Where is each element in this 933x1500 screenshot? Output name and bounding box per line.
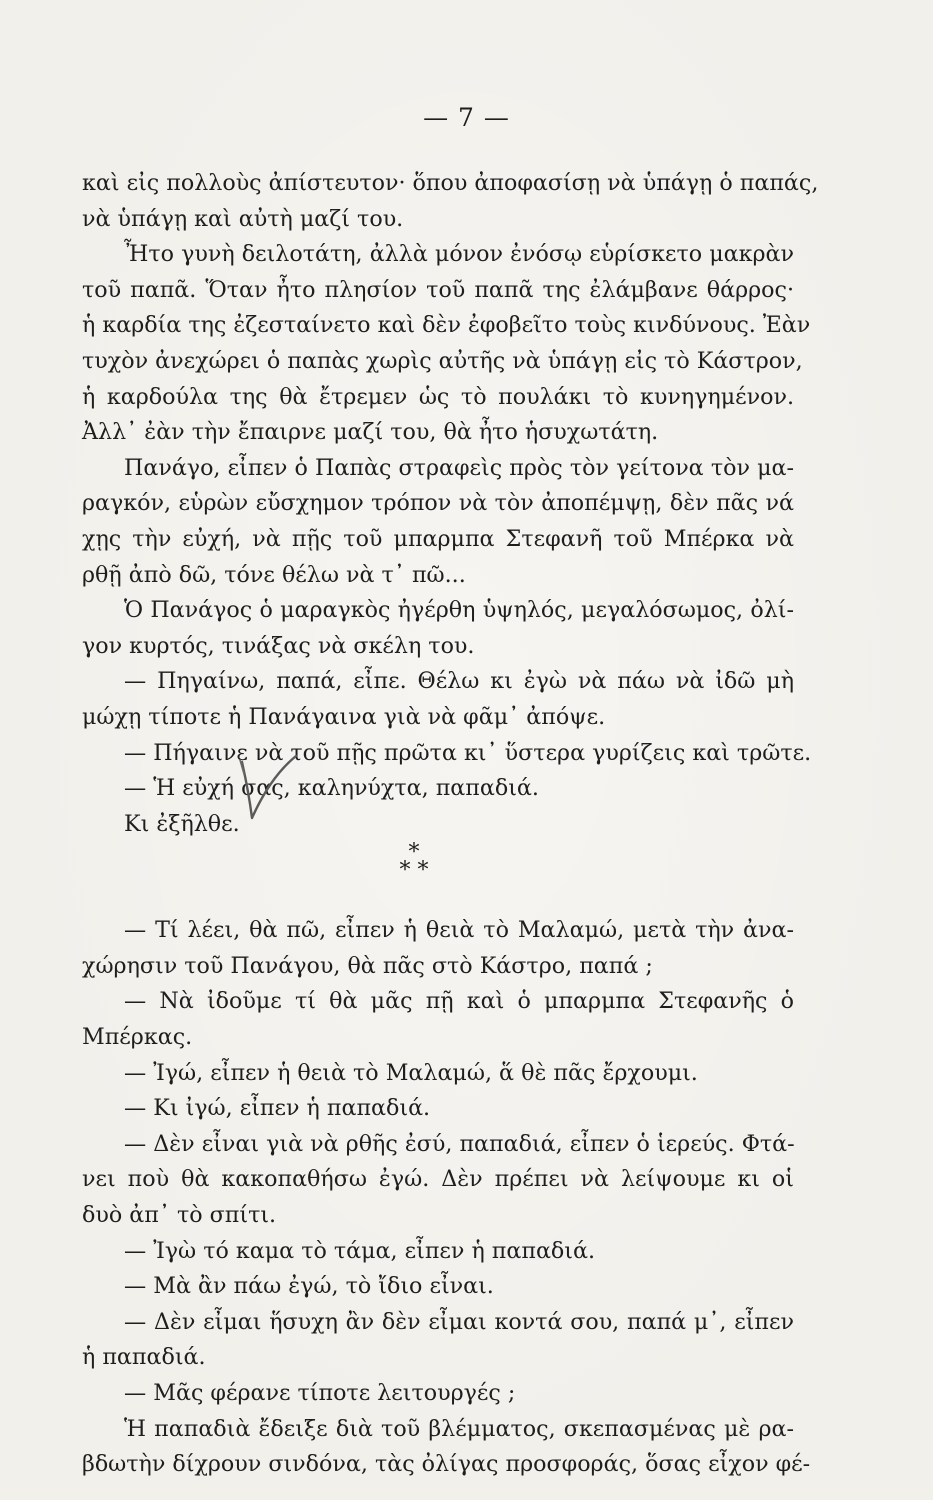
text-line: ἡ καρδούλα της θὰ ἔτρεμεν ὡς τὸ πουλάκι τὸ κυνηγημένον. bbox=[82, 383, 794, 410]
text-line: καὶ εἰς πολλοὺς ἀπίστευτον· ὅπου ἀποφασίσῃ νὰ ὑπάγῃ ὁ παπάς, bbox=[82, 170, 819, 196]
text-line: ρθῇ ἀπὸ δῶ, τόνε θέλω νὰ τ᾿ πῶ... bbox=[82, 561, 466, 588]
text-line: μώχῃ τίποτε ἡ Πανάγαινα γιὰ νὰ φᾶμ᾿ ἀπόψε. bbox=[82, 703, 606, 730]
text-line: ραγκόν, εὑρὼν εὔσχημον τρόπον νὰ τὸν ἀποπέμψῃ, δὲν πᾶς νά bbox=[82, 490, 794, 517]
text-line: — Πηγαίνω, παπά, εἶπε. Θέλω κι ἐγὼ νὰ πάω νὰ ἰδῶ μὴ bbox=[124, 668, 794, 695]
body-text bbox=[82, 166, 819, 1483]
text-line: Ἀλλ᾿ ἐὰν τὴν ἔπαιρνε μαζί του, θὰ ἦτο ἡσυχωτάτη. bbox=[82, 419, 659, 446]
text-line: — Δὲν εἶναι γιὰ νὰ ρθῆς ἐσύ, παπαδιά, εἶπεν ὁ ἱερεύς. Φτά- bbox=[124, 1130, 795, 1157]
text-line: — Ἡ εὐχή σας, καληνύχτα, παπαδιά. bbox=[124, 775, 539, 802]
text-line: — Ἰγὼ τό καμα τὸ τάμα, εἶπεν ἡ παπαδιά. bbox=[124, 1237, 596, 1264]
asterism-text: * * * bbox=[399, 840, 429, 884]
text-line: Μπέρκας. bbox=[82, 1024, 193, 1051]
text-line: ἡ καρδία της ἐζεσταίνετο καὶ δὲν ἐφοβεῖτο τοὺς κινδύνους. Ἐὰν bbox=[82, 312, 811, 339]
text-line: Ἦτο γυνὴ δειλοτάτη, ἀλλὰ μόνον ἐνόσῳ εὑρίσκετο μακρὰν bbox=[124, 241, 794, 268]
text-line: χῃς τὴν εὐχή, νὰ πῇς τοῦ μπαρμπα Στεφανῆ τοῦ Μπέρκα νὰ bbox=[82, 525, 794, 552]
text-line: — Μὰ ἂν πάω ἐγώ, τὸ ἴδιο εἶναι. bbox=[124, 1273, 494, 1300]
text-line: γον κυρτός, τινάξας νὰ σκέλη του. bbox=[82, 632, 475, 659]
handwritten-checkmark-icon bbox=[238, 752, 300, 822]
section-break-asterism bbox=[82, 842, 794, 913]
text-line: χώρησιν τοῦ Πανάγου, θὰ πᾶς στὸ Κάστρο, παπά ; bbox=[82, 952, 653, 979]
text-line: — Ἰγώ, εἶπεν ἡ θειὰ τὸ Μαλαμώ, ἅ θὲ πᾶς ἔρχουμι. bbox=[124, 1059, 698, 1086]
text-line: τυχὸν ἀνεχώρει ὁ παπὰς χωρὶς αὐτῆς νὰ ὑπάγῃ εἰς τὸ Κάστρον, bbox=[82, 347, 803, 374]
text-line: — Δὲν εἶμαι ἥσυχη ἂν δὲν εἶμαι κοντά σου, παπά μ᾿, εἶπεν bbox=[124, 1308, 794, 1335]
text-line: Ὁ Πανάγος ὁ μαραγκὸς ἠγέρθη ὑψηλός, μεγαλόσωμος, ὀλί- bbox=[124, 597, 794, 624]
text-line: — Μᾶς φέρανε τίποτε λειτουργές ; bbox=[124, 1380, 516, 1406]
text-line: — Τί λέει, θὰ πῶ, εἶπεν ἡ θειὰ τὸ Μαλαμώ, μετὰ τὴν ἀνα- bbox=[124, 917, 794, 944]
text-line: — Πήγαινε νὰ τοῦ πῇς πρῶτα κι᾿ ὕστερα γυρίζεις καὶ τρῶτε. bbox=[124, 739, 812, 766]
text-line: Ἡ παπαδιὰ ἔδειξε διὰ τοῦ βλέμματος, σκεπασμένας μὲ ρα- bbox=[124, 1415, 794, 1442]
text-line: — Κι ἰγώ, εἶπεν ἡ παπαδιά. bbox=[124, 1095, 431, 1122]
text-line: — Νὰ ἰδοῦμε τί θὰ μᾶς πῇ καὶ ὁ μπαρμπα Στεφανῆς ὁ bbox=[124, 988, 794, 1015]
text-line: τοῦ παπᾶ. Ὅταν ἦτο πλησίον τοῦ παπᾶ της ἐλάμβανε θάρρος· bbox=[82, 276, 794, 303]
text-line: ἡ παπαδιά. bbox=[82, 1344, 206, 1371]
page-number: — 7 — bbox=[423, 103, 510, 132]
text-line: νει ποὺ θὰ κακοπαθήσω ἐγώ. Δὲν πρέπει νὰ λείψουμε κι οἱ bbox=[82, 1166, 794, 1193]
text-line: δυὸ ἀπ᾿ τὸ σπίτι. bbox=[82, 1202, 277, 1229]
text-line: Κι ἐξῆλθε. bbox=[124, 810, 240, 837]
text-line: νὰ ὑπάγῃ καὶ αὐτὴ μαζί του. bbox=[82, 205, 404, 232]
text-line: βδωτὴν δίχρουν σινδόνα, τὰς ὀλίγας προσφοράς, ὅσας εἶχον φέ- bbox=[82, 1451, 811, 1478]
text-line: Πανάγο, εἶπεν ὁ Παπὰς στραφεὶς πρὸς τὸν γείτονα τὸν μα- bbox=[124, 454, 794, 481]
